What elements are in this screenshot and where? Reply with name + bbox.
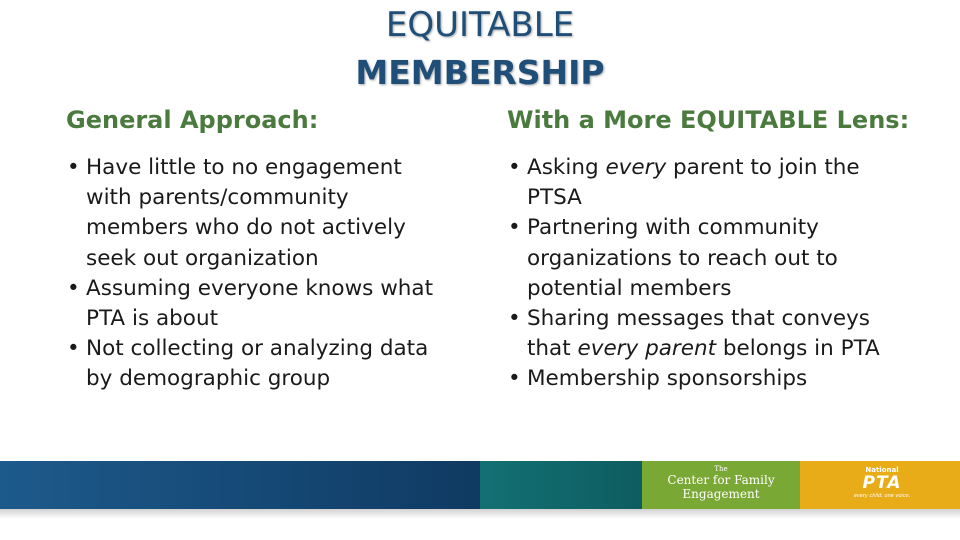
left-bullet-text: Assuming everyone knows what PTA is about xyxy=(86,275,434,332)
right-bullet-text: Asking every parent to join the PTSA xyxy=(527,155,860,211)
slide-title-line2: MEMBERSHIP xyxy=(355,53,605,92)
right-bullet-item xyxy=(508,304,903,364)
bullet-dot: • xyxy=(508,155,521,180)
left-bullet-text: Not collecting or analyzing data by demographic group xyxy=(86,336,429,392)
right-bullet-text: Sharing messages that conveys that every parent belongs in PTA xyxy=(527,306,880,362)
footer-band xyxy=(0,461,960,509)
footer-shadow xyxy=(0,509,960,519)
footer-teal-segment xyxy=(480,461,642,509)
bullet-dot: • xyxy=(508,306,521,332)
right-bullet-item xyxy=(508,153,903,213)
slide-title-line1: EQUITABLE xyxy=(385,5,575,45)
left-bullet-text: Have little to no engagement with parents/community members who do not actively seek out organization xyxy=(86,155,406,271)
right-column-heading: With a More EQUITABLE Lens: xyxy=(507,106,910,134)
right-bullet-text: Partnering with community organizations to reach out to potential members xyxy=(527,215,838,301)
right-bullet-item xyxy=(508,364,903,394)
footer-blue-segment xyxy=(0,461,480,509)
left-bullet-list xyxy=(67,153,437,395)
right-bullet-item xyxy=(508,213,903,304)
national-pta-logo: National PTA every child. one voice. xyxy=(853,466,911,499)
footer-gold-segment xyxy=(800,461,960,509)
right-bullet-text: Membership sponsorships xyxy=(527,366,808,392)
footer-green-segment xyxy=(642,461,800,509)
left-bullet-item xyxy=(67,274,437,334)
bullet-dot: • xyxy=(508,215,521,241)
left-column-heading: General Approach: xyxy=(66,106,319,134)
bullet-dot: • xyxy=(67,336,80,362)
left-bullet-item xyxy=(67,334,437,394)
left-bullet-item xyxy=(67,153,437,274)
bullet-dot: • xyxy=(67,275,80,301)
emphasis: every xyxy=(605,155,667,180)
right-bullet-list xyxy=(508,153,903,395)
center-for-family-engagement-logo: The Center for Family Engagement xyxy=(667,465,775,501)
bullet-dot: • xyxy=(508,366,521,392)
emphasis: every parent xyxy=(577,336,717,362)
bullet-dot: • xyxy=(67,155,80,180)
